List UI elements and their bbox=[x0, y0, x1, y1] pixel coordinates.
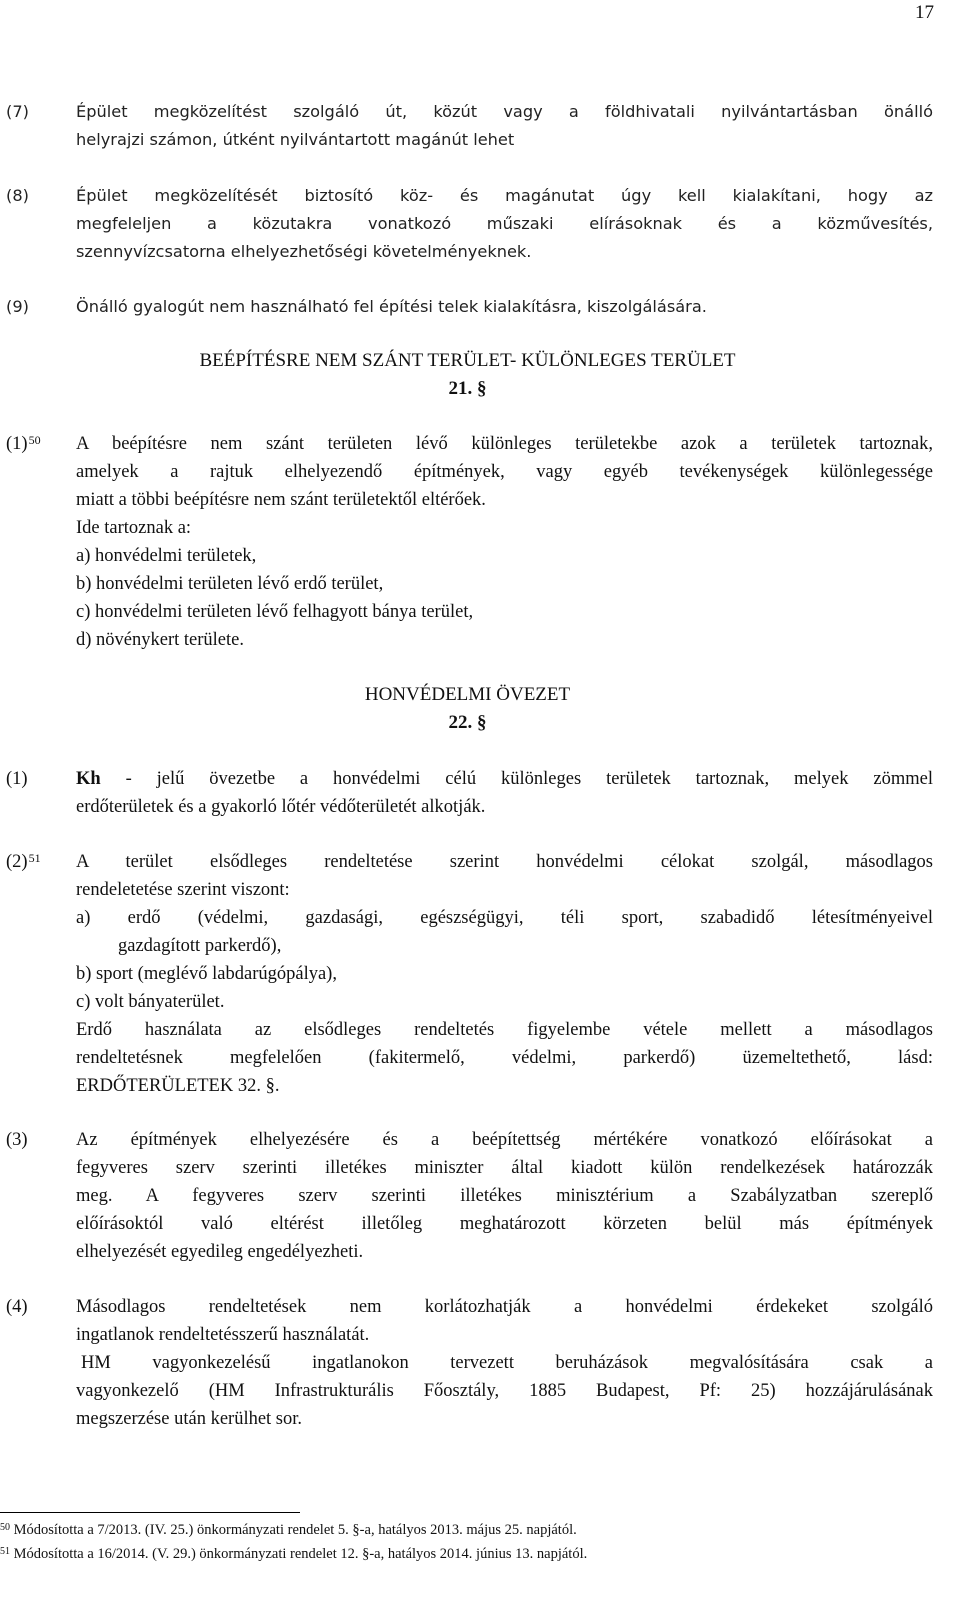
page-number: 17 bbox=[915, 2, 934, 23]
section-22-number: 22. § bbox=[448, 712, 487, 733]
text-line: Épület megközelítést szolgáló út, közút vagy a földhivatali nyilvántartásban önálló bbox=[76, 102, 933, 121]
paragraph-text bbox=[76, 1126, 933, 1266]
text-line: ERDŐTERÜLETEK 32. §. bbox=[76, 1076, 280, 1096]
paragraph-number: (7) bbox=[6, 102, 29, 121]
paragraph-text bbox=[76, 1293, 933, 1433]
footnote-51 bbox=[0, 1544, 587, 1564]
paragraph-number: (1) bbox=[6, 769, 28, 789]
section-22-title: HONVÉDELMI ÖVEZET bbox=[364, 684, 571, 705]
section-21-number: 21. § bbox=[448, 378, 487, 399]
footnote-mark: 51 bbox=[0, 1546, 10, 1557]
text-line: meg. A fegyveres szerv szerinti illetékes minisztérium a Szabályzatban szereplő bbox=[76, 1186, 933, 1206]
text-line: ingatlanok rendeltetésszerű használatát. bbox=[76, 1325, 370, 1345]
list-item: b) honvédelmi területen lévő erdő terület, bbox=[76, 574, 384, 594]
text-line: rendeltetésnek megfelelően (fakitermelő, védelmi, parkerdő) üzemeltethető, lásd: bbox=[76, 1048, 933, 1068]
text-line: A beépítésre nem szánt területen lévő különleges területekbe azok a területek tartoznak, bbox=[76, 434, 933, 454]
paragraph-number: $(1)^{50}$ bbox=[6, 433, 41, 454]
list-item: b) sport (meglévő labdarúgópálya), bbox=[76, 964, 337, 984]
text-line: A terület elsődleges rendeltetése szerint honvédelmi célokat szolgál, másodlagos bbox=[76, 852, 933, 872]
text-line: megszerzése után kerülhet sor. bbox=[76, 1409, 303, 1429]
text-line: fegyveres szerv szerinti illetékes miniszter által kiadott külön rendelkezések határozzák bbox=[76, 1158, 933, 1178]
footnote-ref: 51 bbox=[28, 851, 41, 865]
text-line: Erdő használata az elsődleges rendeltetés figyelembe vétele mellett a másodlagos bbox=[76, 1020, 933, 1040]
paragraph-text bbox=[76, 182, 933, 266]
text-line: előírásoktól való eltérést illetőleg meghatározott körzeten belül más építmények bbox=[76, 1214, 933, 1234]
text-line: miatt a többi beépítésre nem szánt területektől eltérőek. bbox=[76, 490, 486, 510]
list-item: a) erdő (védelmi, gazdasági, egészségügyi, téli sport, szabadidő létesítményeivel bbox=[76, 908, 933, 928]
list-item-continuation: gazdagított parkerdő), bbox=[118, 936, 282, 956]
text-line: erdőterületek és a gyakorló lőtér védőterületét alkotják. bbox=[76, 797, 486, 817]
text-line: megfeleljen a közutakra vonatkozó műszaki elírásoknak és a közművesítés, bbox=[76, 214, 933, 233]
list-item: c) honvédelmi területen lévő felhagyott bánya terület, bbox=[76, 602, 474, 622]
paragraph-text bbox=[76, 293, 933, 321]
text-line: vagyonkezelő (HM Infrastrukturális Főosztály, 1885 Budapest, Pf: 25) hozzájárulásának bbox=[76, 1381, 933, 1401]
text-line: Kh - jelű övezetbe a honvédelmi célú különleges területek tartoznak, melyek zömmel bbox=[76, 769, 933, 789]
text-line: amelyek a rajtuk elhelyezendő építmények, vagy egyéb tevékenységek különlegessége bbox=[76, 462, 933, 482]
footnote-50 bbox=[0, 1520, 577, 1540]
list-item: c) volt bányaterület. bbox=[76, 992, 225, 1012]
text-line: elhelyezését egyedileg engedélyezheti. bbox=[76, 1242, 364, 1262]
paragraph-number: (8) bbox=[6, 186, 29, 205]
section-21-title: BEÉPÍTÉSRE NEM SZÁNT TERÜLET- KÜLÖNLEGES TERÜLET bbox=[199, 350, 736, 371]
paragraph-text bbox=[76, 98, 933, 154]
text-line: rendeletetése szerint viszont: bbox=[76, 880, 290, 900]
paragraph-number: (3) bbox=[6, 1130, 28, 1150]
zone-code: Kh bbox=[76, 769, 101, 789]
list-item: a) honvédelmi területek, bbox=[76, 546, 257, 566]
paragraph-text bbox=[76, 765, 933, 821]
footnote-ref: 50 bbox=[28, 433, 41, 447]
paragraph-number: (9) bbox=[6, 297, 29, 316]
paragraph-number: (4) bbox=[6, 1297, 28, 1317]
text-line: HM vagyonkezelésű ingatlanokon tervezett beruházások megvalósítására csak a bbox=[81, 1353, 933, 1373]
footnote-text: Módosította a 7/2013. (IV. 25.) önkormányzati rendelet 5. §-a, hatályos 2013. május 25. napjától. bbox=[10, 1522, 577, 1538]
footnote-mark: 50 bbox=[0, 1522, 10, 1533]
text-line: Másodlagos rendeltetések nem korlátozhatják a honvédelmi érdekeket szolgáló bbox=[76, 1297, 933, 1317]
paragraph-number: $(2)^{51}$ bbox=[6, 851, 41, 872]
text-line: Az építmények elhelyezésére és a beépítettség mértékére vonatkozó előírásokat a bbox=[76, 1130, 933, 1150]
text-line: Ide tartoznak a: bbox=[76, 518, 192, 538]
footnote-separator bbox=[0, 1512, 300, 1513]
text-line: Épület megközelítését biztosító köz- és magánutat úgy kell kialakítani, hogy az bbox=[76, 186, 933, 205]
paragraph-text bbox=[76, 848, 933, 1100]
list-item: d) növénykert területe. bbox=[76, 630, 244, 650]
paragraph-text bbox=[76, 430, 933, 654]
text-line: szennyvízcsatorna elhelyezhetőségi követelményeknek. bbox=[76, 242, 532, 261]
footnote-text: Módosította a 16/2014. (V. 29.) önkormányzati rendelet 12. §-a, hatályos 2014. június 13. napjától. bbox=[10, 1546, 588, 1562]
text-line: Önálló gyalogút nem használható fel építési telek kialakításra, kiszolgálására. bbox=[76, 297, 707, 316]
text-line: helyrajzi számon, útként nyilvántartott magánút lehet bbox=[76, 130, 515, 149]
